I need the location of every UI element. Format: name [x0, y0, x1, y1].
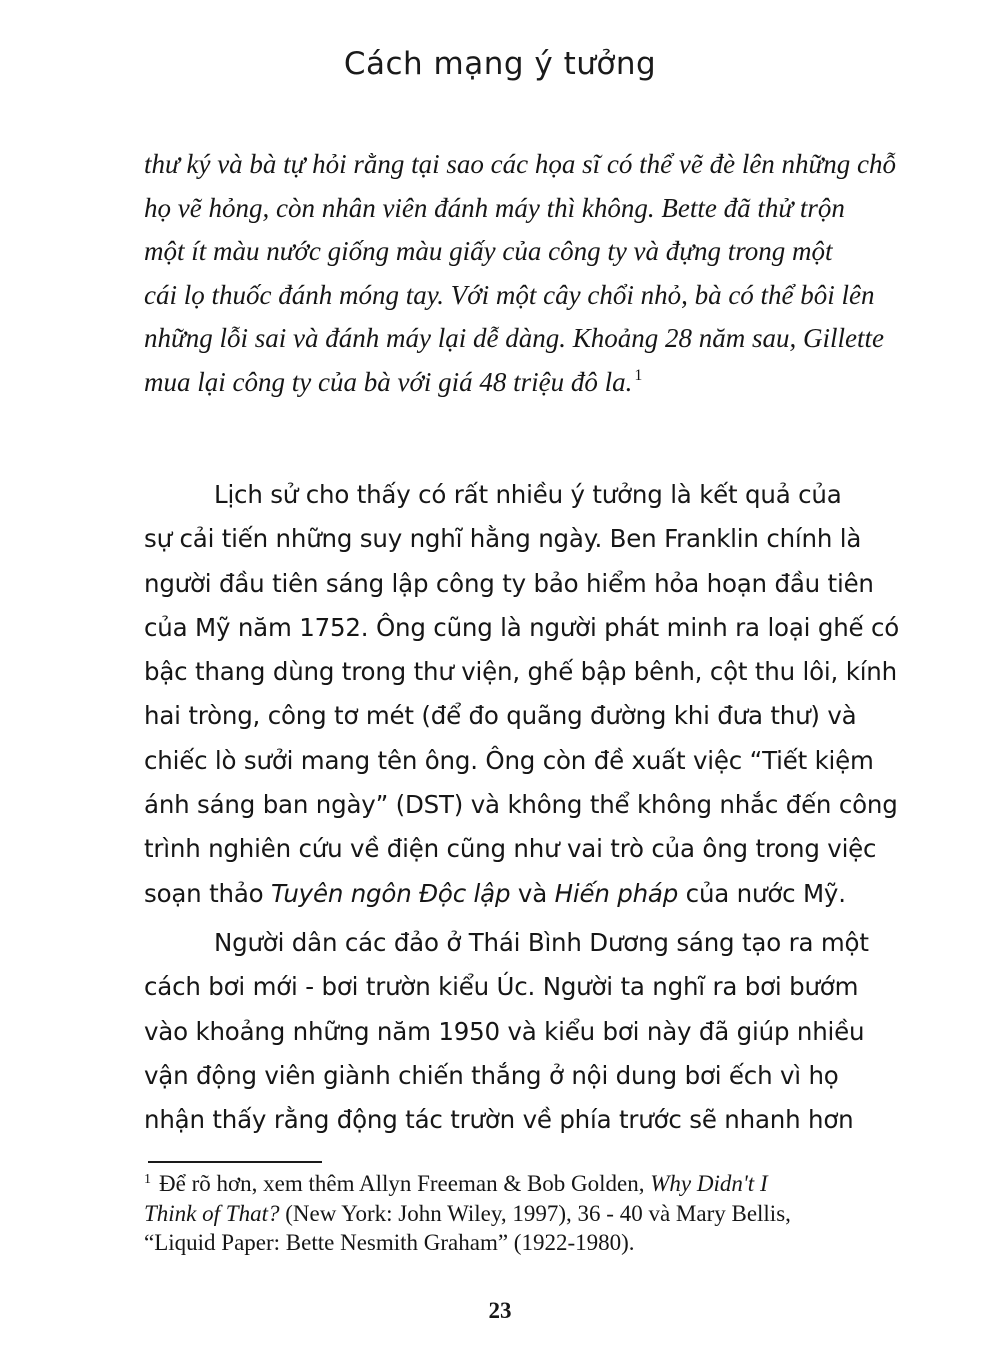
italic-title-declaration: Tuyên ngôn Độc lập: [271, 878, 511, 908]
body-line: Người dân các đảo ở Thái Bình Dương sáng tạo ra một: [214, 928, 869, 957]
page-number: 23: [488, 1298, 512, 1323]
body-line: trình nghiên cứu về điện cũng như vai trò của ông trong việc: [144, 834, 877, 864]
text-run: (New York: John Wiley, 1997), 36 - 40 và Mary Bellis,: [279, 1200, 791, 1226]
quote-line: thư ký và bà tự hỏi rằng tại sao các họa sĩ có thể vẽ đè lên những chỗ: [144, 149, 897, 179]
quote-line-last: [144, 361, 880, 405]
quote-line: những lỗi sai và đánh máy lại dễ dàng. Khoảng 28 năm sau, Gillette: [144, 323, 884, 353]
body-line: người đầu tiên sáng lập công ty bảo hiểm hỏa hoạn đầu tiên: [144, 568, 874, 598]
text-run: của nước Mỹ.: [678, 878, 846, 908]
footnote-divider: [148, 1161, 322, 1163]
body-line-last: [144, 872, 884, 916]
body-line: của Mỹ năm 1752. Ông cũng là người phát minh ra loại ghế có: [144, 612, 900, 642]
body-line: vận động viên giành chiến thắng ở nội dung bơi ếch vì họ: [144, 1060, 839, 1090]
body-line: cách bơi mới - bơi trườn kiểu Úc. Người ta nghĩ ra bơi bướm: [144, 972, 859, 1002]
quote-line: cái lọ thuốc đánh móng tay. Với một cây chổi nhỏ, bà có thể bôi lên: [144, 279, 875, 310]
quote-line: họ vẽ hỏng, còn nhân viên đánh máy thì không. Bette đã thử trộn: [144, 192, 845, 223]
footnote-line: [144, 1169, 884, 1199]
footnote-number: 1: [144, 1172, 151, 1187]
footnote-reference: 1: [634, 366, 643, 384]
quote-line-text: mua lại công ty của bà với giá 48 triệu đô la.: [144, 366, 633, 397]
text-run: và: [510, 878, 555, 908]
paragraph-swimming: [144, 921, 884, 1142]
italic-book-title: Think of That?: [144, 1200, 280, 1226]
running-header: Cách mạng ý tưởng: [343, 46, 657, 82]
paragraph-franklin: [144, 473, 900, 916]
footnote-block: [144, 1169, 884, 1258]
body-line: ánh sáng ban ngày” (DST) và không thể không nhắc đến công: [144, 790, 898, 820]
footnote-line: “Liquid Paper: Bette Nesmith Graham” (1922-1980).: [144, 1230, 635, 1255]
body-line: hai tròng, công tơ mét (để đo quãng đường khi đưa thư) và: [144, 701, 857, 731]
quote-line: một ít màu nước giống màu giấy của công ty và đựng trong một: [144, 236, 833, 266]
footnote-line: [144, 1199, 884, 1229]
body-line: chiếc lò sưởi mang tên ông. Ông còn đề xuất việc “Tiết kiệm: [144, 745, 874, 775]
text-run: Để rõ hơn, xem thêm Allyn Freeman & Bob Golden,: [159, 1171, 651, 1196]
body-line: vào khoảng những năm 1950 và kiểu bơi này đã giúp nhiều: [144, 1016, 865, 1046]
body-line: bậc thang dùng trong thư viện, ghế bập bênh, cột thu lôi, kính: [144, 657, 897, 687]
italic-title-constitution: Hiến pháp: [554, 878, 679, 908]
italic-quote-block: [144, 143, 897, 404]
body-line: nhận thấy rằng động tác trườn về phía trước sẽ nhanh hơn: [144, 1105, 854, 1135]
body-line: sự cải tiến những suy nghĩ hằng ngày. Ben Franklin chính là: [144, 524, 862, 554]
body-line: Lịch sử cho thấy có rất nhiều ý tưởng là kết quả của: [214, 480, 842, 509]
italic-book-title: Why Didn't I: [650, 1171, 768, 1196]
text-run: soạn thảo: [144, 878, 272, 908]
